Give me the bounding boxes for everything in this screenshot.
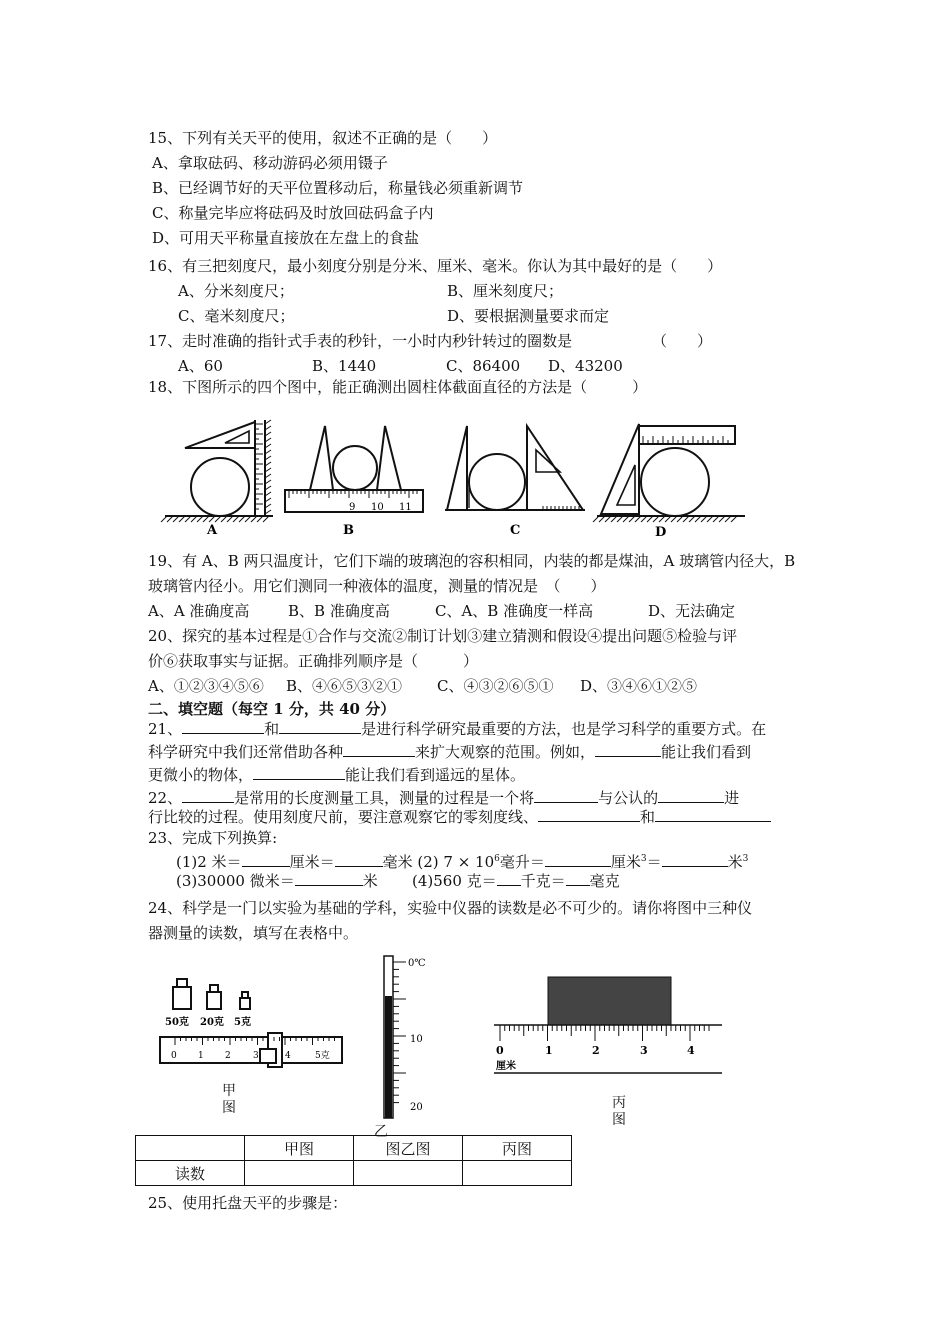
q16-option-c: C、毫米刻度尺； [178,307,295,325]
q22-line2: 行比较的过程。使用刻度尺前，要注意观察它的零刻度线、 和 [148,806,771,827]
table-header-row [136,1136,572,1161]
table-header-yi: 图乙图 [354,1136,463,1161]
weight-5g-icon [240,998,250,1009]
reading-cell-jia[interactable] [245,1161,354,1186]
measured-block-icon [548,977,671,1025]
q18-stem: 18、下图所示的四个图中，能正确测出圆柱体截面直径的方法是（ ） [148,378,648,396]
q23-line2-right: (4)560 克＝ 千克＝ 毫克 [412,872,620,890]
q23-blank-2[interactable] [335,851,383,867]
q15-stem: 15、下列有关天平的使用，叙述不正确的是（ ） [148,129,498,147]
q16-option-b: B、厘米刻度尺； [447,282,564,300]
reading-table [135,1135,572,1186]
q21-blank-5[interactable] [253,764,345,780]
ruler-b-tick-label: 10 [371,502,384,513]
q23-blank-5[interactable] [295,870,363,886]
ground-hatch [161,516,167,522]
q16-stem: 16、有三把刻度尺，最小刻度分别是分米、厘米、毫米。你认为其中最好的是（ ） [148,257,723,275]
ground-hatch [593,516,599,522]
q21-line2: 科学研究中我们还常借助各种 来扩大观察的范围。例如， 能让我们看到 [148,743,752,761]
q17-option-b: B、1440 [312,357,377,375]
weight-50g-icon [173,987,191,1009]
figure-b-label: B [343,523,354,538]
q15-option-a: A、拿取砝码、移动游码必须用镊子 [152,154,388,172]
ruler-tick-1: 1 [545,1044,553,1057]
q23-blank-7[interactable] [566,870,590,886]
q20-option-d: D、③④⑥①②⑤ [580,677,698,695]
q19-option-c: C、A、B 准确度一样高 [435,602,594,620]
figure-jia [155,965,350,1075]
q21-blank-3[interactable] [343,741,415,757]
label-jia: 甲 图 [222,1083,236,1116]
q23-stem: 23、完成下列换算: [148,829,278,847]
figure-c-drawing [445,426,585,510]
q19-line1: 19、有 A、B 两只温度计，它们下端的玻璃泡的容积相同，内装的都是煤油，A 玻璃管内径大，B [148,552,796,570]
q15-option-d: D、可用天平称量直接放在左盘上的食盐 [152,229,420,247]
q19-option-b: B、B 准确度高 [288,602,390,620]
q22-blank-4[interactable] [538,806,640,822]
table-header-bing: 丙图 [463,1136,572,1161]
q17-option-c: C、86400 [446,357,521,375]
q23-blank-3[interactable] [545,851,611,867]
label-yi-1: 乙 [374,1124,388,1140]
q16-option-d: D、要根据测量要求而定 [447,307,610,325]
q17-option-d: D、43200 [548,357,623,375]
q17-paren: （ ） [652,332,713,350]
q20-option-c: C、④③②⑥⑤① [437,677,554,695]
q24-line1: 24、科学是一门以实验为基础的学科，实验中仪器的读数是必不可少的。请你将图中三种仪 [148,899,753,917]
q19-line2: 玻璃管内径小。用它们测同一种液体的温度，测量的情况是 （ ） [148,577,606,595]
q23-line1: (1)2 米＝ 厘米＝ 毫米 (2) $7 \times 10^6$毫升＝ 厘米$^3$＝ 米$^3$ [176,853,749,871]
q17-stem: 17、走时准确的指针式手表的秒针，一小时内秒针转过的圈数是 [148,332,573,350]
beam-tick-2: 2 [225,1051,231,1061]
reading-cell-yi[interactable] [354,1161,463,1186]
q19-option-a: A、A 准确度高 [148,602,250,620]
label-bing: 丙 图 [612,1095,626,1128]
ruler-tick-2: 2 [592,1044,600,1057]
q20-line2: 价⑥获取事实与证据。正确排列顺序是（ ） [148,652,479,670]
table-header-jia: 甲图 [245,1136,354,1161]
q24-line2: 器测量的读数，填写在表格中。 [148,924,359,942]
reading-cell-bing[interactable] [463,1161,572,1186]
table-row [136,1161,572,1186]
weight-label-20g: 20克 [200,1017,224,1028]
q22-blank-2[interactable] [534,787,598,803]
q20-option-b: B、④⑥⑤③②① [286,677,403,695]
q23-blank-4[interactable] [662,851,728,867]
ruler-tick-3: 3 [640,1044,648,1057]
q22-blank-5[interactable] [655,806,771,822]
figure-b-drawing [285,426,423,512]
q22-line1: 22、 是常用的长度测量工具，测量的过程是一个将 与公认的 进 [148,789,740,807]
q16-option-a: A、分米刻度尺； [178,282,294,300]
beam-tick-0: 0 [171,1051,177,1061]
beam-tick-1: 1 [198,1051,204,1061]
ruler-tick-4: 4 [687,1044,695,1057]
q20-option-a: A、①②③④⑤⑥ [148,677,264,695]
q17-option-a: A、60 [178,357,223,375]
table-header-cell [136,1136,245,1161]
q21-line1: 21、 和 是进行科学研究最重要的方法，也是学习科学的重要方式。在 [148,720,767,738]
figure-yi-thermometer [378,952,438,1122]
weight-label-50g: 50克 [165,1017,189,1028]
q18-figures [155,410,755,545]
thermo-tick-10: 10 [410,1034,423,1045]
section-2-heading: 二、填空题（每空 1 分，共 40 分） [148,700,396,718]
q15-option-b: B、已经调节好的天平位置移动后，称量钱必须重新调节 [152,179,524,197]
q21-blank-2[interactable] [279,718,361,734]
q21-line3: 更微小的物体， 能让我们看到遥远的星体。 [148,766,526,784]
figure-d-label: D [655,525,667,540]
ruler-b-tick-label: 11 [399,502,412,513]
q19-option-d: D、无法确定 [648,602,736,620]
q23-blank-1[interactable] [242,851,290,867]
figure-a-label: A [207,523,218,538]
q21-blank-1[interactable] [182,718,264,734]
q22-blank-1[interactable] [182,787,234,803]
q23-blank-6[interactable] [497,870,521,886]
ruler-b-tick-label: 9 [349,502,356,513]
figure-bing-ruler [490,975,725,1075]
beam-tick-3: 3 [253,1051,259,1061]
thermo-tick-0: 0℃ [408,958,426,969]
table-row-label: 读数 [136,1161,245,1186]
weight-label-5g: 5克 [234,1017,251,1028]
q23-line2: (3)30000 微米＝ 米 [176,872,378,890]
beam-tick-4: 4 [285,1051,291,1061]
weight-20g-icon [207,992,221,1009]
q15-option-c: C、称量完毕应将砝码及时放回砝码盒子内 [152,204,434,222]
ruler-unit: 厘米 [496,1061,516,1072]
q20-line1: 20、探究的基本过程是①合作与交流②制订计划③建立猜测和假设④提出问题⑤检验与评 [148,627,738,645]
q22-blank-3[interactable] [658,787,724,803]
thermo-tick-20: 20 [410,1102,423,1113]
q21-blank-4[interactable] [595,741,661,757]
beam-tick-5: 5克 [315,1051,330,1061]
ruler-tick-0: 0 [496,1044,504,1057]
figure-c-label: C [510,523,521,538]
q25-stem: 25、使用托盘天平的步骤是： [148,1194,348,1212]
